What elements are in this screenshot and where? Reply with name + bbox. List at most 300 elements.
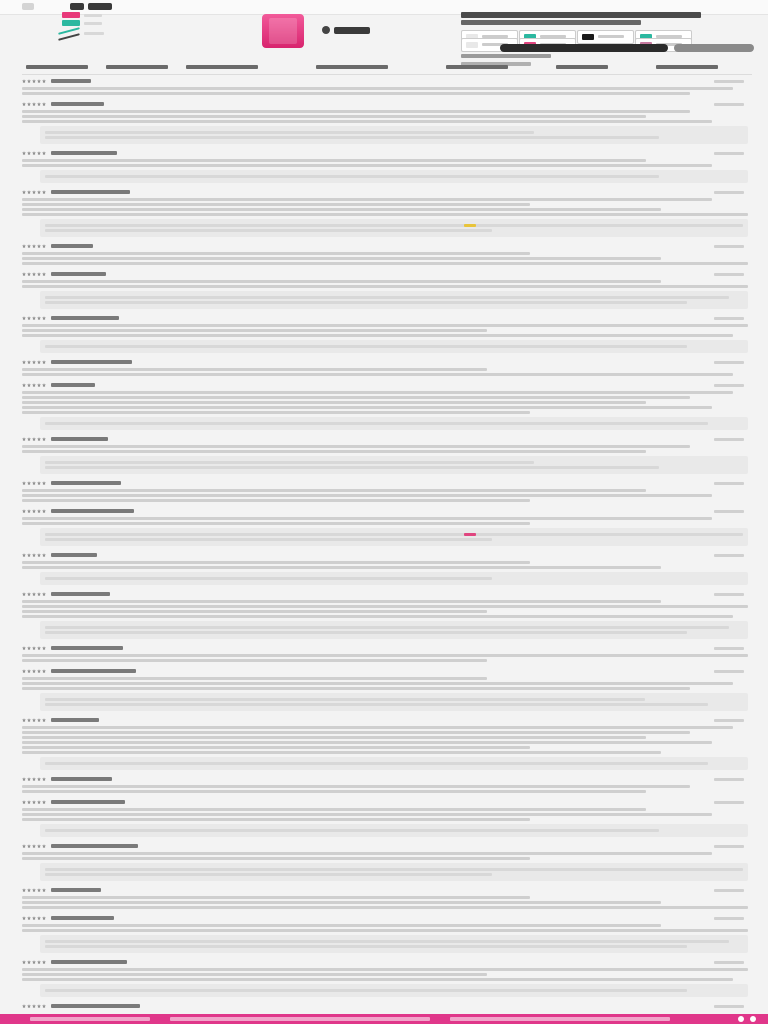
review-header bbox=[22, 382, 748, 389]
star-icon bbox=[32, 316, 36, 320]
review-text-line bbox=[22, 334, 733, 337]
star-icon bbox=[27, 481, 31, 485]
brand-mark[interactable] bbox=[70, 3, 84, 10]
thumbnail-pink[interactable] bbox=[62, 12, 80, 18]
star-icon bbox=[22, 592, 26, 596]
review-date bbox=[714, 510, 744, 513]
review-text-line bbox=[22, 159, 646, 162]
review-header bbox=[22, 887, 748, 894]
star-icon bbox=[37, 646, 41, 650]
review-text-line bbox=[22, 92, 690, 95]
star-icon bbox=[37, 669, 41, 673]
review-text-line bbox=[22, 164, 712, 167]
review-text-line bbox=[22, 677, 487, 680]
star-icon bbox=[37, 190, 41, 194]
variant-option[interactable] bbox=[577, 30, 634, 44]
reviewer-name bbox=[51, 272, 106, 276]
star-icon bbox=[32, 437, 36, 441]
star-icon bbox=[42, 592, 46, 596]
star-icon bbox=[22, 669, 26, 673]
star-icon bbox=[27, 888, 31, 892]
star-icon bbox=[22, 553, 26, 557]
star-icon bbox=[32, 151, 36, 155]
review-date bbox=[714, 961, 744, 964]
review-text-line bbox=[22, 857, 530, 860]
review-date bbox=[714, 670, 744, 673]
star-icon bbox=[27, 1004, 31, 1008]
review-item bbox=[22, 436, 748, 474]
reply-text-line bbox=[45, 538, 492, 541]
star-icon bbox=[32, 888, 36, 892]
reviewer-name bbox=[51, 481, 121, 485]
review-item bbox=[22, 271, 748, 309]
star-icon bbox=[37, 777, 41, 781]
star-icon bbox=[22, 190, 26, 194]
star-icon bbox=[42, 102, 46, 106]
review-text-line bbox=[22, 368, 487, 371]
star-icon bbox=[32, 360, 36, 364]
review-item bbox=[22, 591, 748, 639]
reviewer-name bbox=[51, 360, 132, 364]
review-item bbox=[22, 189, 748, 237]
brand-name[interactable] bbox=[88, 3, 112, 10]
review-text-line bbox=[22, 262, 748, 265]
star-icon bbox=[32, 102, 36, 106]
review-date bbox=[714, 647, 744, 650]
seller-reply bbox=[40, 126, 748, 144]
seller-reply bbox=[40, 528, 748, 546]
star-icon bbox=[32, 592, 36, 596]
reply-text-line bbox=[45, 131, 534, 134]
seller-reply bbox=[40, 417, 748, 430]
review-item bbox=[22, 915, 748, 953]
review-item bbox=[22, 668, 748, 711]
review-text-line bbox=[22, 373, 733, 376]
star-icon bbox=[32, 718, 36, 722]
reviewer-name bbox=[51, 190, 130, 194]
reply-text-line bbox=[45, 703, 708, 706]
star-icon bbox=[42, 437, 46, 441]
review-text-line bbox=[22, 731, 690, 734]
review-date bbox=[714, 438, 744, 441]
star-icon bbox=[42, 553, 46, 557]
review-header bbox=[22, 78, 748, 85]
review-text-line bbox=[22, 87, 733, 90]
bottom-banner[interactable] bbox=[0, 1014, 768, 1024]
reviewer-name bbox=[51, 244, 93, 248]
star-icon bbox=[22, 646, 26, 650]
star-icon bbox=[32, 669, 36, 673]
reviewer-name bbox=[51, 916, 114, 920]
review-text-line bbox=[22, 808, 646, 811]
review-text-line bbox=[22, 746, 530, 749]
reply-text-line bbox=[45, 577, 492, 580]
star-icon bbox=[27, 916, 31, 920]
secondary-button[interactable] bbox=[674, 44, 754, 52]
review-item bbox=[22, 243, 748, 265]
star-icon bbox=[22, 272, 26, 276]
star-icon bbox=[27, 844, 31, 848]
review-text-line bbox=[22, 499, 530, 502]
review-text-line bbox=[22, 906, 748, 909]
review-text-line bbox=[22, 110, 690, 113]
reviewer-name bbox=[51, 800, 125, 804]
star-icon bbox=[37, 316, 41, 320]
star-icon bbox=[42, 190, 46, 194]
star-icon bbox=[27, 316, 31, 320]
star-icon bbox=[32, 844, 36, 848]
product-subtitle bbox=[461, 20, 641, 25]
review-header bbox=[22, 1003, 748, 1010]
review-text-line bbox=[22, 610, 487, 613]
star-icon bbox=[42, 844, 46, 848]
review-item bbox=[22, 150, 748, 183]
star-icon bbox=[22, 509, 26, 513]
reviewer-name bbox=[51, 844, 138, 848]
star-icon bbox=[22, 800, 26, 804]
close-icon[interactable] bbox=[738, 1016, 744, 1022]
review-date bbox=[714, 719, 744, 722]
review-header bbox=[22, 843, 748, 850]
star-icon bbox=[42, 272, 46, 276]
tab-4[interactable] bbox=[312, 62, 392, 72]
review-item bbox=[22, 480, 748, 502]
review-date bbox=[714, 845, 744, 848]
star-icon bbox=[22, 437, 26, 441]
brand-disc-icon bbox=[322, 26, 330, 34]
star-icon bbox=[42, 316, 46, 320]
star-icon bbox=[22, 244, 26, 248]
review-date bbox=[714, 384, 744, 387]
star-icon bbox=[37, 844, 41, 848]
star-icon bbox=[42, 669, 46, 673]
star-icon bbox=[37, 102, 41, 106]
star-icon bbox=[37, 437, 41, 441]
review-text-line bbox=[22, 329, 487, 332]
reply-text-line bbox=[45, 422, 708, 425]
star-icon bbox=[42, 79, 46, 83]
review-text-line bbox=[22, 726, 733, 729]
review-date bbox=[714, 361, 744, 364]
review-item bbox=[22, 1003, 748, 1010]
reply-text-line bbox=[45, 762, 708, 765]
reviewer-name bbox=[51, 79, 91, 83]
reply-text-line bbox=[45, 533, 743, 536]
tab-6[interactable] bbox=[552, 62, 612, 72]
review-item bbox=[22, 799, 748, 837]
reply-text-line bbox=[45, 461, 534, 464]
star-icon bbox=[37, 509, 41, 513]
star-icon bbox=[27, 669, 31, 673]
review-header bbox=[22, 243, 748, 250]
thumbnail-caption bbox=[84, 14, 102, 17]
review-text-line bbox=[22, 203, 530, 206]
seller-reply bbox=[40, 693, 748, 711]
review-item bbox=[22, 78, 748, 95]
review-text-line bbox=[22, 615, 733, 618]
reply-text-line bbox=[45, 229, 492, 232]
review-header bbox=[22, 436, 748, 443]
review-text-line bbox=[22, 494, 712, 497]
reviewer-name bbox=[51, 777, 112, 781]
star-icon bbox=[32, 509, 36, 513]
thumbnail-teal[interactable] bbox=[62, 20, 80, 26]
review-text-line bbox=[22, 896, 530, 899]
reply-text-line bbox=[45, 829, 659, 832]
review-text-line bbox=[22, 324, 748, 327]
star-icon bbox=[42, 718, 46, 722]
star-icon bbox=[27, 800, 31, 804]
star-icon bbox=[37, 244, 41, 248]
star-icon bbox=[27, 272, 31, 276]
review-tabs bbox=[22, 60, 752, 75]
star-icon bbox=[32, 190, 36, 194]
thumbnail-line[interactable] bbox=[58, 33, 80, 41]
review-text-line bbox=[22, 968, 748, 971]
star-icon bbox=[42, 777, 46, 781]
review-header bbox=[22, 799, 748, 806]
seller-reply bbox=[40, 340, 748, 353]
review-text-line bbox=[22, 813, 712, 816]
review-text-line bbox=[22, 522, 530, 525]
review-text-line bbox=[22, 280, 661, 283]
review-text-line bbox=[22, 751, 661, 754]
logo-placeholder[interactable] bbox=[22, 3, 34, 10]
review-date bbox=[714, 80, 744, 83]
star-icon bbox=[27, 646, 31, 650]
star-icon bbox=[42, 151, 46, 155]
seller-reply bbox=[40, 935, 748, 953]
star-icon bbox=[22, 844, 26, 848]
reply-text-line bbox=[45, 301, 687, 304]
reply-text-line bbox=[45, 868, 743, 871]
star-icon bbox=[42, 916, 46, 920]
star-icon bbox=[27, 718, 31, 722]
star-icon bbox=[27, 151, 31, 155]
review-text-line bbox=[22, 852, 712, 855]
star-icon bbox=[22, 916, 26, 920]
reply-text-line bbox=[45, 873, 492, 876]
star-icon bbox=[32, 777, 36, 781]
star-icon bbox=[27, 509, 31, 513]
star-icon bbox=[27, 190, 31, 194]
review-text-line bbox=[22, 973, 487, 976]
review-item bbox=[22, 645, 748, 662]
star-icon bbox=[32, 79, 36, 83]
star-icon bbox=[22, 151, 26, 155]
review-text-line bbox=[22, 120, 712, 123]
star-icon bbox=[22, 960, 26, 964]
star-icon bbox=[37, 718, 41, 722]
review-date bbox=[714, 778, 744, 781]
reviewer-name bbox=[51, 1004, 140, 1008]
review-text-line bbox=[22, 978, 733, 981]
seller-reply bbox=[40, 572, 748, 585]
reviewer-name bbox=[51, 888, 101, 892]
review-text-line bbox=[22, 411, 530, 414]
seller-reply bbox=[40, 863, 748, 881]
review-text-line bbox=[22, 600, 661, 603]
star-icon bbox=[22, 360, 26, 364]
review-list bbox=[22, 78, 748, 1010]
review-header bbox=[22, 101, 748, 108]
review-text-line bbox=[22, 450, 646, 453]
reply-text-line bbox=[45, 698, 645, 701]
star-icon bbox=[37, 383, 41, 387]
review-header bbox=[22, 150, 748, 157]
review-header bbox=[22, 359, 748, 366]
review-item bbox=[22, 552, 748, 585]
review-text-line bbox=[22, 391, 733, 394]
expand-icon[interactable] bbox=[750, 1016, 756, 1022]
star-icon bbox=[27, 553, 31, 557]
review-text-line bbox=[22, 445, 690, 448]
reply-text-line bbox=[45, 989, 687, 992]
reviewer-name bbox=[51, 102, 104, 106]
star-icon bbox=[37, 592, 41, 596]
reply-text-line bbox=[45, 631, 687, 634]
review-text-line bbox=[22, 901, 661, 904]
star-icon bbox=[37, 481, 41, 485]
review-date bbox=[714, 554, 744, 557]
review-text-line bbox=[22, 561, 530, 564]
product-image-strip bbox=[22, 12, 442, 58]
review-text-line bbox=[22, 687, 690, 690]
star-icon bbox=[42, 800, 46, 804]
brand-logo bbox=[334, 27, 370, 34]
seller-reply bbox=[40, 824, 748, 837]
review-item bbox=[22, 101, 748, 144]
star-icon bbox=[37, 1004, 41, 1008]
star-icon bbox=[37, 553, 41, 557]
review-date bbox=[714, 191, 744, 194]
star-icon bbox=[42, 888, 46, 892]
star-icon bbox=[22, 1004, 26, 1008]
review-text-line bbox=[22, 213, 748, 216]
star-icon bbox=[37, 151, 41, 155]
reply-text-line bbox=[45, 296, 729, 299]
review-item bbox=[22, 776, 748, 793]
reviewer-name bbox=[51, 509, 134, 513]
star-icon bbox=[32, 1004, 36, 1008]
review-date bbox=[714, 917, 744, 920]
star-icon bbox=[22, 316, 26, 320]
review-item bbox=[22, 959, 748, 997]
star-icon bbox=[37, 800, 41, 804]
star-icon bbox=[22, 383, 26, 387]
star-icon bbox=[27, 244, 31, 248]
review-header bbox=[22, 508, 748, 515]
seller-reply bbox=[40, 291, 748, 309]
tab-1[interactable] bbox=[22, 62, 92, 72]
buy-button[interactable] bbox=[500, 44, 668, 52]
seller-reply bbox=[40, 984, 748, 997]
seller-reply bbox=[40, 219, 748, 237]
review-date bbox=[714, 1005, 744, 1008]
review-text-line bbox=[22, 818, 530, 821]
review-date bbox=[714, 152, 744, 155]
review-text-line bbox=[22, 654, 748, 657]
review-date bbox=[714, 801, 744, 804]
reviewer-name bbox=[51, 592, 110, 596]
star-icon bbox=[32, 553, 36, 557]
review-date bbox=[714, 889, 744, 892]
star-icon bbox=[32, 960, 36, 964]
star-icon bbox=[22, 777, 26, 781]
tab-5[interactable] bbox=[442, 62, 512, 72]
review-text-line bbox=[22, 257, 661, 260]
review-header bbox=[22, 668, 748, 675]
seller-reply bbox=[40, 757, 748, 770]
reply-text-line bbox=[45, 345, 687, 348]
star-icon bbox=[42, 509, 46, 513]
reply-text-line bbox=[45, 136, 659, 139]
reply-text-line bbox=[45, 626, 729, 629]
review-header bbox=[22, 315, 748, 322]
review-text-line bbox=[22, 208, 661, 211]
review-text-line bbox=[22, 406, 712, 409]
star-icon bbox=[22, 79, 26, 83]
reviewer-name bbox=[51, 553, 97, 557]
seller-reply bbox=[40, 621, 748, 639]
review-item bbox=[22, 382, 748, 430]
review-text-line bbox=[22, 924, 661, 927]
review-date bbox=[714, 273, 744, 276]
review-text-line bbox=[22, 489, 646, 492]
star-icon bbox=[37, 916, 41, 920]
star-icon bbox=[37, 79, 41, 83]
reply-text-line bbox=[45, 224, 743, 227]
review-header bbox=[22, 717, 748, 724]
review-text-line bbox=[22, 252, 530, 255]
star-icon bbox=[37, 888, 41, 892]
review-item bbox=[22, 359, 748, 376]
review-item bbox=[22, 508, 748, 546]
review-text-line bbox=[22, 736, 646, 739]
star-icon bbox=[42, 360, 46, 364]
review-header bbox=[22, 480, 748, 487]
star-icon bbox=[32, 916, 36, 920]
thumbnail-caption bbox=[84, 32, 104, 35]
tab-3[interactable] bbox=[182, 62, 262, 72]
star-icon bbox=[27, 960, 31, 964]
review-date bbox=[714, 103, 744, 106]
review-text-line bbox=[22, 682, 733, 685]
review-text-line bbox=[22, 605, 748, 608]
star-icon bbox=[42, 1004, 46, 1008]
reviewer-name bbox=[51, 960, 127, 964]
star-icon bbox=[27, 79, 31, 83]
star-icon bbox=[32, 244, 36, 248]
reviewer-name bbox=[51, 316, 119, 320]
star-icon bbox=[32, 481, 36, 485]
reviewer-name bbox=[51, 646, 123, 650]
star-icon bbox=[42, 383, 46, 387]
reviewer-name bbox=[51, 151, 117, 155]
reviewer-name bbox=[51, 383, 95, 387]
tab-7[interactable] bbox=[652, 62, 722, 72]
star-icon bbox=[27, 437, 31, 441]
star-icon bbox=[37, 960, 41, 964]
review-item bbox=[22, 717, 748, 770]
review-text-line bbox=[22, 401, 646, 404]
product-phone-image bbox=[262, 14, 304, 48]
review-date bbox=[714, 317, 744, 320]
star-icon bbox=[22, 888, 26, 892]
tab-2[interactable] bbox=[102, 62, 172, 72]
star-icon bbox=[42, 960, 46, 964]
star-icon bbox=[27, 592, 31, 596]
